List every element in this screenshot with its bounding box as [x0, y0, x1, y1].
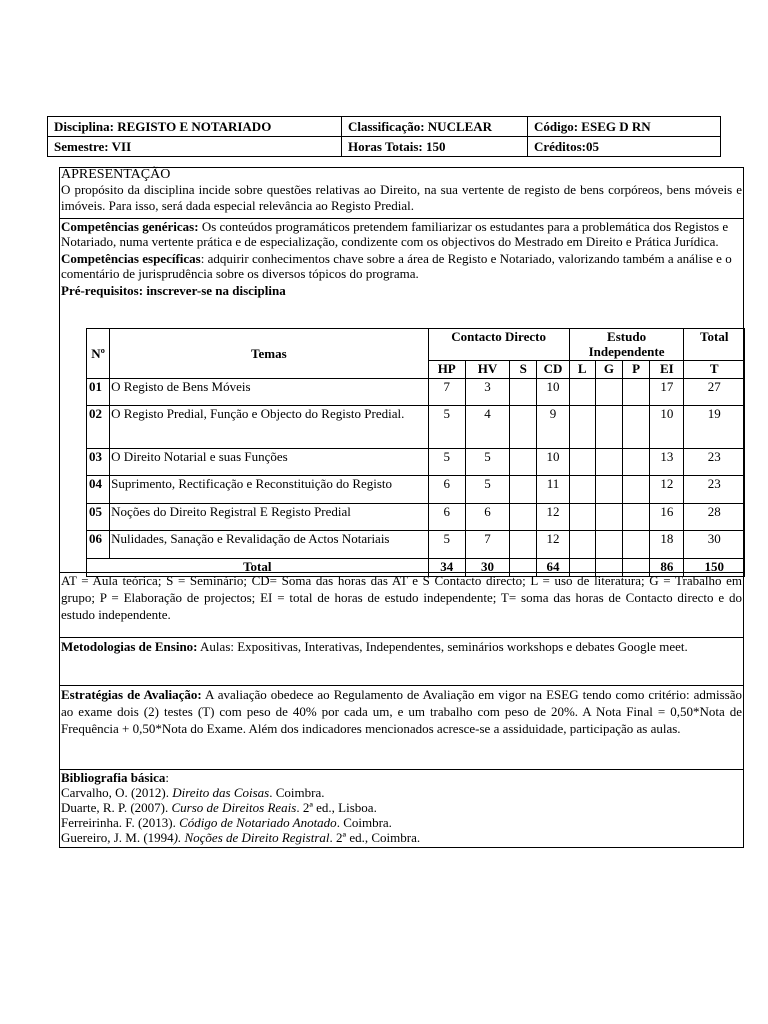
row-g — [595, 449, 622, 476]
total-ei: 86 — [650, 559, 684, 577]
row-p — [623, 406, 650, 449]
subheader-s: S — [510, 361, 537, 379]
total-p — [623, 559, 650, 577]
row-hp: 6 — [428, 476, 465, 504]
row-tema: Suprimento, Rectificação e Reconstituição do Registo — [110, 476, 428, 504]
row-cd: 9 — [537, 406, 569, 449]
row-hp: 5 — [428, 406, 465, 449]
row-cd: 12 — [537, 531, 569, 559]
row-number: 01 — [87, 379, 110, 406]
semestre-cell: Semestre: VII — [48, 137, 342, 157]
ref-author: Guereiro, J. M. (1994 — [61, 830, 174, 845]
apresentacao-section — [60, 168, 743, 214]
row-ei: 12 — [650, 476, 684, 504]
subheader-hp: HP — [428, 361, 465, 379]
header-total: Total — [684, 329, 745, 361]
row-number: 05 — [87, 504, 110, 531]
horas-cell: Horas Totais: 150 — [342, 137, 528, 157]
ref-details: . Coimbra. — [269, 785, 325, 800]
apresentacao-title: APRESENTAÇÃO — [61, 167, 171, 182]
competencias-genericas — [61, 219, 742, 249]
ref-author: Duarte, R. P. (2007). — [61, 800, 172, 815]
row-l — [569, 379, 595, 406]
bibliografia-heading: Bibliografia básica: — [61, 770, 169, 785]
row-tema: O Registo Predial, Função e Objecto do Registo Predial. — [110, 406, 428, 449]
row-t: 28 — [684, 504, 745, 531]
especificas-text: : adquirir conhecimentos chave sobre a área de Registo e Notariado, valorizando também a análise e o comentário de jurisprudência sobre os diversos tópicos do programa. — [61, 251, 732, 281]
row-number: 06 — [87, 531, 110, 559]
row-ei: 13 — [650, 449, 684, 476]
row-t: 23 — [684, 476, 745, 504]
row-hp: 6 — [428, 504, 465, 531]
total-s — [510, 559, 537, 577]
total-hp: 34 — [428, 559, 465, 577]
row-g — [595, 406, 622, 449]
row-hv: 7 — [465, 531, 509, 559]
row-p — [623, 449, 650, 476]
row-cd: 11 — [537, 476, 569, 504]
legenda-section — [60, 572, 743, 623]
row-tema: O Direito Notarial e suas Funções — [110, 449, 428, 476]
estrategias-text: Estratégias de Avaliação: A avaliação obedece ao Regulamento de Avaliação em vigor na ESEG tendo como critério: admissão ao exame dois (2) testes (T) com peso de 40% por cada um, e um trabalho com peso de 20%. A Nota Final = 0,50*Nota de Frequência + 0,50*Nota do Exame. Além dos indicadores mencionados acresce-se a assiduidade, participação as aulas. — [61, 687, 742, 736]
row-tema: Nulidades, Sanação e Revalidação de Actos Notariais — [110, 531, 428, 559]
total-t: 150 — [684, 559, 745, 577]
row-l — [569, 449, 595, 476]
header-no: Nº — [87, 329, 110, 379]
genericas-label: Competências genéricas: — [61, 219, 199, 234]
ref-title: Direito das Coisas — [172, 785, 270, 800]
bibliografia-list — [61, 785, 742, 845]
total-g — [595, 559, 622, 577]
codigo-cell: Código: ESEG D RN — [528, 117, 721, 137]
row-t: 19 — [684, 406, 745, 449]
prerequisitos: Pré-requisitos: inscrever-se na disciplina — [61, 283, 286, 298]
row-t: 23 — [684, 449, 745, 476]
apresentacao-text: O propósito da disciplina incide sobre questões relativas ao Direito, na sua vertente de registo de bens corpóreos, bens móveis e imóveis. Para isso, será dada especial relevância ao Registo Predial. — [61, 182, 742, 213]
row-ei: 17 — [650, 379, 684, 406]
total-label: Total — [87, 559, 429, 577]
list-item — [61, 815, 742, 830]
competencias-section — [60, 219, 743, 298]
row-cd: 10 — [537, 449, 569, 476]
subheader-l: L — [569, 361, 595, 379]
ref-title: Código de Notariado Anotado — [179, 815, 337, 830]
genericas-text: Os conteúdos programáticos pretendem familiarizar os estudantes para a problemática dos Registos e Notariado, numa vertente prática e de especialização, condizente com os objectivos do Mestrado em Direito e Prática Jurídica. — [61, 219, 729, 249]
row-t: 30 — [684, 531, 745, 559]
table-row — [87, 406, 745, 449]
ref-title: ). Noções de Direito Registral — [173, 830, 330, 845]
row-tema: O Registo de Bens Móveis — [110, 379, 428, 406]
row-g — [595, 504, 622, 531]
subheader-t: T — [684, 361, 745, 379]
row-number: 04 — [87, 476, 110, 504]
subheader-hv: HV — [465, 361, 509, 379]
row-s — [510, 504, 537, 531]
classificacao-cell: Classificação: NUCLEAR — [342, 117, 528, 137]
ref-author: Ferreirinha. F. (2013). — [61, 815, 180, 830]
row-t: 27 — [684, 379, 745, 406]
disciplina-cell: Disciplina: REGISTO E NOTARIADO — [48, 117, 342, 137]
row-tema: Noções do Direito Registral E Registo Predial — [110, 504, 428, 531]
row-hv: 6 — [465, 504, 509, 531]
ref-author: Carvalho, O. (2012). — [61, 785, 173, 800]
metodologias-text: Metodologias de Ensino: Aulas: Expositivas, Interativas, Independentes, seminários workshops e debates Google meet. — [61, 639, 688, 654]
row-l — [569, 476, 595, 504]
row-s — [510, 379, 537, 406]
bibliografia-section — [60, 770, 743, 845]
table-row — [87, 476, 745, 504]
metodologias-label: Metodologias de Ensino: — [61, 639, 198, 654]
table-row — [87, 504, 745, 531]
metodologias-section — [60, 638, 743, 655]
row-cd: 10 — [537, 379, 569, 406]
row-s — [510, 476, 537, 504]
subheader-cd: CD — [537, 361, 569, 379]
row-hv: 4 — [465, 406, 509, 449]
course-header-table — [47, 116, 721, 157]
row-ei: 16 — [650, 504, 684, 531]
table-row — [87, 449, 745, 476]
row-s — [510, 406, 537, 449]
subheader-ei: EI — [650, 361, 684, 379]
row-ei: 18 — [650, 531, 684, 559]
row-hv: 5 — [465, 449, 509, 476]
list-item — [61, 785, 742, 800]
row-l — [569, 504, 595, 531]
row-p — [623, 531, 650, 559]
ref-title: Curso de Direitos Reais — [171, 800, 297, 815]
competencias-especificas — [61, 251, 742, 281]
estrategias-label: Estratégias de Avaliação: — [61, 687, 202, 702]
total-hv: 30 — [465, 559, 509, 577]
list-item — [61, 830, 742, 845]
header-estudo-independente: Estudo Independente — [569, 329, 684, 361]
row-g — [595, 476, 622, 504]
row-p — [623, 379, 650, 406]
ref-details: . 2ª ed., Lisboa. — [296, 800, 377, 815]
subheader-p: P — [623, 361, 650, 379]
row-p — [623, 504, 650, 531]
row-l — [569, 406, 595, 449]
row-ei: 10 — [650, 406, 684, 449]
row-hv: 5 — [465, 476, 509, 504]
row-number: 03 — [87, 449, 110, 476]
row-hp: 5 — [428, 449, 465, 476]
estrategias-section — [60, 686, 743, 737]
row-l — [569, 531, 595, 559]
subheader-g: G — [595, 361, 622, 379]
total-cd: 64 — [537, 559, 569, 577]
row-number: 02 — [87, 406, 110, 449]
header-temas: Temas — [110, 329, 428, 379]
ref-details: . Coimbra. — [336, 815, 392, 830]
header-contacto-directo: Contacto Directo — [428, 329, 569, 361]
total-l — [569, 559, 595, 577]
list-item — [61, 800, 742, 815]
especificas-label: Competências específicas — [61, 251, 201, 266]
ref-details: . 2ª ed., Coimbra. — [329, 830, 421, 845]
table-row — [87, 531, 745, 559]
row-s — [510, 531, 537, 559]
hours-table — [86, 328, 745, 577]
row-p — [623, 476, 650, 504]
row-hp: 5 — [428, 531, 465, 559]
legenda-text: AT = Aula teórica; S = Seminário; CD= Soma das horas das AT e S Contacto directo; L = uso de literatura; G = Trabalho em grupo; P = Elaboração de projectos; EI = total de horas de estudo independente; T= soma das horas de Contacto directo e do estudo independente. — [61, 573, 742, 622]
row-g — [595, 379, 622, 406]
row-hp: 7 — [428, 379, 465, 406]
row-hv: 3 — [465, 379, 509, 406]
creditos-cell: Créditos:05 — [528, 137, 721, 157]
total-row — [87, 559, 745, 577]
row-s — [510, 449, 537, 476]
row-cd: 12 — [537, 504, 569, 531]
row-g — [595, 531, 622, 559]
table-row — [87, 379, 745, 406]
